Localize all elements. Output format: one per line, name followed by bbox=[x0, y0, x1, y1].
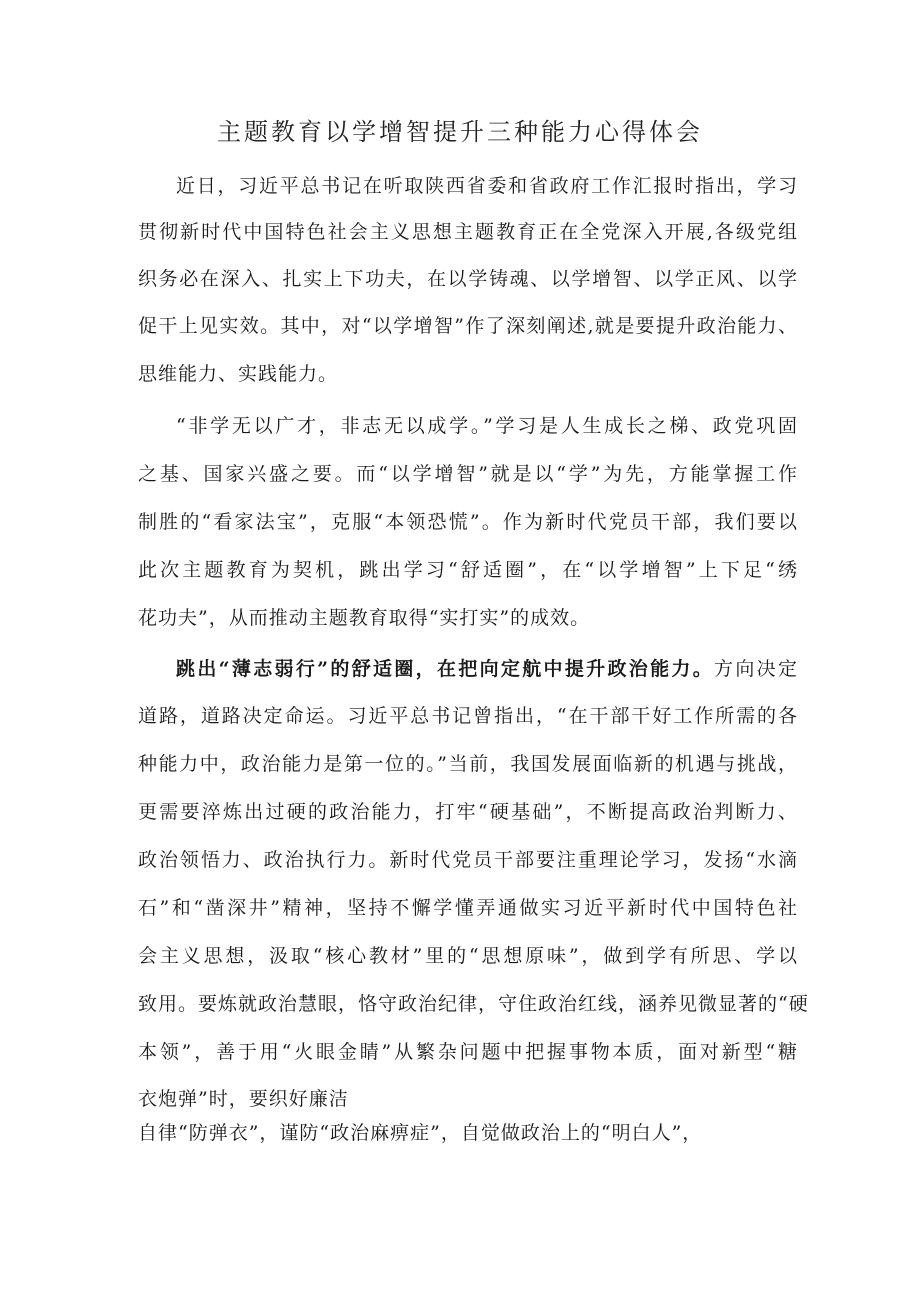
paragraph-3-line-8: 致用。要炼就政治慧眼，恪守政治纪律，守住政治红线，涵养见微显著的“硬 bbox=[138, 993, 809, 1015]
paragraph-3-line-9: 本领”，善于用“火眼金睛”从繁杂问题中把握事物本质，面对新型“糖 bbox=[138, 1041, 798, 1063]
paragraph-3-line-10: 衣炮弹”时，要织好廉洁 bbox=[138, 1088, 349, 1110]
paragraph-3-line-3: 种能力中，政治能力是第一位的。”当前，我国发展面临新的机遇与挑战， bbox=[138, 753, 798, 775]
paragraph-1-line-3: 织务必在深入、扎实上下功夫，在以学铸魂、以学增智、以学正风、以学 bbox=[138, 268, 798, 290]
paragraph-3-line-7: 会主义思想，汲取“核心教材”里的“思想原味”，做到学有所思、学以 bbox=[138, 945, 798, 967]
paragraph-3-line-6: 石”和“凿深井”精神，坚持不懈学懂弄通做实习近平新时代中国特色社 bbox=[138, 897, 798, 919]
paragraph-1-line-1: 近日，习近平总书记在听取陕西省委和省政府工作汇报时指出，学习 bbox=[176, 175, 798, 197]
paragraph-3-line-11: 自律“防弹衣”，谨防“政治麻痹症”，自觉做政治上的“明白人”， bbox=[138, 1122, 703, 1144]
paragraph-1-line-5: 思维能力、实践能力。 bbox=[138, 363, 339, 385]
paragraph-1-line-4: 促干上见实效。其中，对“以学增智”作了深刻阐述,就是要提升政治能力、 bbox=[138, 315, 798, 337]
paragraph-2-line-4: 此次主题教育为契机，跳出学习“舒适圈”，在“以学增智”上下足“绣 bbox=[138, 559, 798, 581]
document-title: 主题教育以学增智提升三种能力心得体会 bbox=[217, 118, 703, 146]
paragraph-2-line-5: 花功夫”，从而推动主题教育取得“实打实”的成效。 bbox=[138, 607, 591, 629]
paragraph-3-line-2: 道路，道路决定命运。习近平总书记曾指出，“在干部干好工作所需的各 bbox=[138, 705, 798, 727]
paragraph-1-line-2: 贯彻新时代中国特色社会主义思想主题教育正在全党深入开展,各级党组 bbox=[138, 221, 798, 243]
paragraph-3-line-4: 更需要淬炼出过硬的政治能力，打牢“硬基础”，不断提高政治判断力、 bbox=[138, 801, 798, 823]
paragraph-2-line-1: “非学无以广才，非志无以成学。”学习是人生成长之梯、政党巩固 bbox=[176, 415, 798, 437]
paragraph-3-line-5: 政治领悟力、政治执行力。新时代党员干部要注重理论学习，发扬“水滴 bbox=[138, 849, 798, 871]
paragraph-2-line-2: 之基、国家兴盛之要。而“以学增智”就是以“学”为先，方能掌握工作 bbox=[138, 463, 798, 485]
paragraph-3-line-1-rest: 方向决定 bbox=[714, 658, 798, 680]
paragraph-2-line-3: 制胜的“看家法宝”，克服“本领恐慌”。作为新时代党员干部，我们要以 bbox=[138, 511, 798, 533]
paragraph-3-heading: 跳出“薄志弱行”的舒适圈，在把向定航中提升政治能力。 bbox=[176, 658, 715, 680]
paragraph-3-line-1 bbox=[176, 656, 798, 682]
